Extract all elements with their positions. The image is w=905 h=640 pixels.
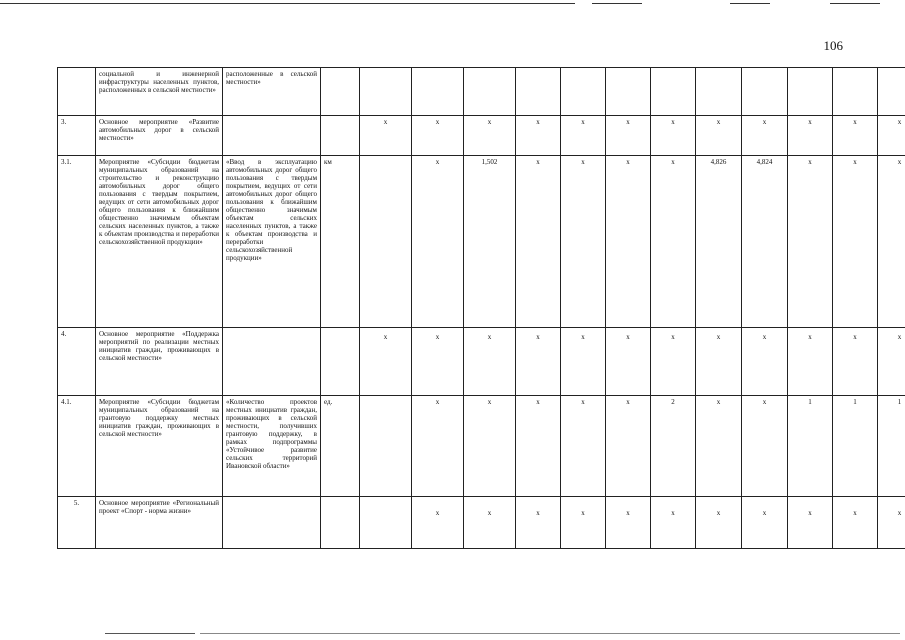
value-cell — [516, 68, 561, 116]
value-cell: х — [516, 116, 561, 156]
bottom-rule — [200, 633, 900, 634]
top-rule — [592, 3, 642, 4]
value-cell: х — [360, 116, 412, 156]
value-cell — [561, 68, 606, 116]
unit-cell — [321, 68, 360, 116]
unit-cell — [321, 497, 360, 549]
table-row — [58, 68, 905, 116]
value-cell: х — [606, 328, 651, 396]
row-number: 4. — [58, 328, 96, 396]
indicator-name — [223, 328, 321, 396]
value-cell: х — [833, 328, 878, 396]
value-cell: х — [696, 497, 742, 549]
value-cell: х — [606, 116, 651, 156]
value-cell: х — [788, 328, 833, 396]
value-cell — [412, 68, 464, 116]
page-number: 106 — [823, 38, 843, 53]
value-cell: 1,502 — [464, 156, 516, 328]
value-cell: х — [742, 396, 788, 497]
value-cell — [606, 68, 651, 116]
value-cell: х — [606, 156, 651, 328]
row-number: 3. — [58, 116, 96, 156]
value-cell: х — [561, 116, 606, 156]
indicator-name: расположенные в сельской местности» — [223, 68, 321, 116]
value-cell: х — [833, 497, 878, 549]
value-cell: х — [878, 497, 905, 549]
value-cell: х — [651, 497, 696, 549]
value-cell: х — [412, 328, 464, 396]
value-cell — [696, 68, 742, 116]
value-cell: х — [696, 396, 742, 497]
value-cell: х — [606, 396, 651, 497]
value-cell — [360, 497, 412, 549]
table-row — [58, 396, 905, 497]
indicator-name — [223, 116, 321, 156]
value-cell: х — [412, 396, 464, 497]
top-rule — [830, 3, 880, 4]
value-cell: х — [464, 328, 516, 396]
value-cell: х — [651, 156, 696, 328]
value-cell: х — [412, 116, 464, 156]
value-cell: х — [606, 497, 651, 549]
value-cell: 4,824 — [742, 156, 788, 328]
table-row — [58, 497, 905, 549]
value-cell: х — [878, 116, 905, 156]
value-cell: х — [651, 328, 696, 396]
row-number — [58, 68, 96, 116]
unit-cell — [321, 116, 360, 156]
indicator-name — [223, 497, 321, 549]
value-cell: х — [742, 497, 788, 549]
value-cell: х — [878, 156, 905, 328]
value-cell — [464, 68, 516, 116]
unit-cell: ед. — [321, 396, 360, 497]
value-cell: х — [561, 328, 606, 396]
indicator-name: «Количество проектов местных инициатив граждан, проживающих в сельской местности, получивших грантовую поддержку, в рамках подпрограммы «Устойчивое развитие сельских территорий Ивановской области» — [223, 396, 321, 497]
value-cell: х — [878, 328, 905, 396]
value-cell: х — [833, 116, 878, 156]
top-rule — [0, 3, 575, 4]
table-row — [58, 156, 905, 328]
measures-table — [57, 67, 905, 549]
value-cell — [360, 396, 412, 497]
bottom-rule — [105, 633, 195, 634]
value-cell — [878, 68, 905, 116]
value-cell: х — [788, 156, 833, 328]
measure-name: Мероприятие «Субсидии бюджетам муниципальных образований на строительство и реконструкцию автомобильных дорог общего пользования с твердым покрытием, ведущих от сети автомобильных дорог общего пользования к ближайшим общественно значимым объектам сельских населенных пунктов, а также к объектам производства и переработки сельскохозяйственной продукции» — [96, 156, 223, 328]
value-cell: х — [464, 396, 516, 497]
value-cell: х — [561, 497, 606, 549]
value-cell: 4,826 — [696, 156, 742, 328]
indicator-name: «Ввод в эксплуатацию автомобильных дорог общего пользования с твердым покрытием, ведущих от сети автомобильных дорог общего пользования к ближайшим общественно значимым объектам сельских населенных пунктов, а также к объектам производства и переработки сельскохозяйственной продукции» — [223, 156, 321, 328]
value-cell — [360, 156, 412, 328]
table-row — [58, 328, 905, 396]
value-cell: 1 — [788, 396, 833, 497]
value-cell: х — [696, 328, 742, 396]
value-cell: х — [412, 497, 464, 549]
row-number: 5. — [58, 497, 96, 549]
value-cell: х — [516, 497, 561, 549]
value-cell: х — [651, 116, 696, 156]
value-cell: х — [742, 328, 788, 396]
value-cell: х — [833, 156, 878, 328]
row-number: 4.1. — [58, 396, 96, 497]
value-cell: х — [788, 497, 833, 549]
value-cell: 2 — [651, 396, 696, 497]
value-cell: 1 — [878, 396, 905, 497]
value-cell — [833, 68, 878, 116]
value-cell: х — [696, 116, 742, 156]
value-cell: х — [360, 328, 412, 396]
measure-name: Основное мероприятие «Региональный проект «Спорт - норма жизни» — [96, 497, 223, 549]
measure-name: Основное мероприятие «Поддержка мероприятий по реализации местных инициатив граждан, проживающих в сельской местности» — [96, 328, 223, 396]
value-cell: х — [516, 328, 561, 396]
top-rule — [730, 3, 770, 4]
value-cell — [742, 68, 788, 116]
value-cell: х — [516, 396, 561, 497]
table-row — [58, 116, 905, 156]
value-cell: х — [464, 497, 516, 549]
measure-name: Мероприятие «Субсидии бюджетам муниципальных образований на грантовую поддержку местных инициатив граждан, проживающих в сельской местности» — [96, 396, 223, 497]
value-cell — [360, 68, 412, 116]
value-cell: х — [516, 156, 561, 328]
value-cell — [651, 68, 696, 116]
value-cell: х — [412, 156, 464, 328]
value-cell: х — [742, 116, 788, 156]
unit-cell: км — [321, 156, 360, 328]
unit-cell — [321, 328, 360, 396]
value-cell: х — [561, 156, 606, 328]
value-cell: х — [561, 396, 606, 497]
value-cell: х — [464, 116, 516, 156]
row-number: 3.1. — [58, 156, 96, 328]
measure-name: социальной и инженерной инфраструктуры населенных пунктов, расположенных в сельской местности» — [96, 68, 223, 116]
value-cell: 1 — [833, 396, 878, 497]
value-cell: х — [788, 116, 833, 156]
measure-name: Основное мероприятие «Развитие автомобильных дорог в сельской местности» — [96, 116, 223, 156]
value-cell — [788, 68, 833, 116]
